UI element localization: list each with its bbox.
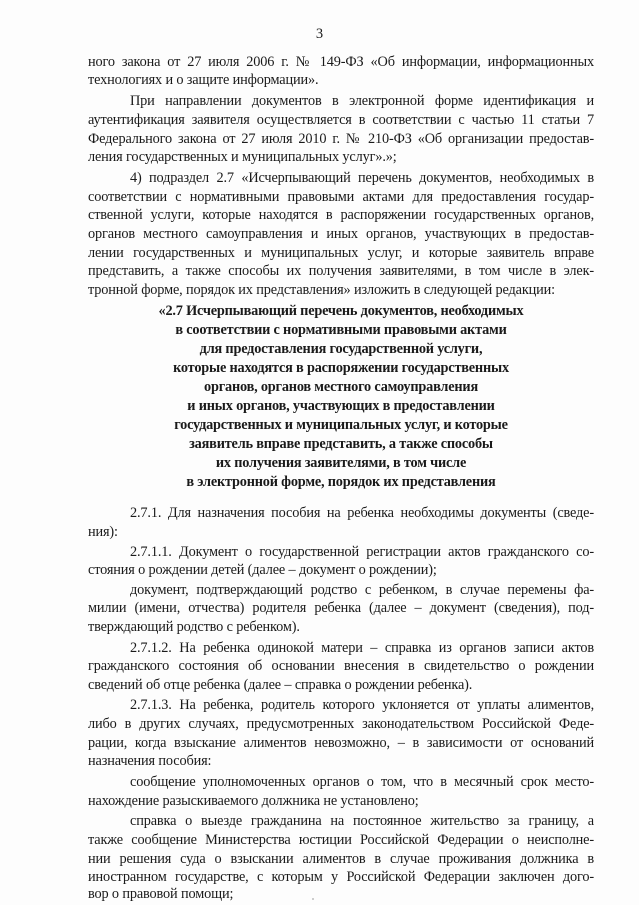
text-line: рации, когда взыскание алиментов невозможно, – в зависимости от оснований: [88, 735, 594, 751]
page-number: 3: [315, 26, 324, 42]
section-heading-line: органов, органов местного самоуправления: [204, 379, 478, 395]
text-line: При направлении документов в электронной форме идентификация и: [130, 93, 594, 109]
text-line: аутентификация заявителя осуществляется в соответствии с частью 11 статьи 7: [88, 112, 594, 128]
section-heading-line: их получения заявителями, в том числе: [215, 455, 467, 471]
section-heading-line: для предоставления государственной услуги,: [199, 341, 483, 357]
text-line: нии решения суда о взыскании алиментов в случае проживания должника в: [88, 851, 594, 867]
section-heading-line: в соответствии с нормативными правовыми актами: [175, 322, 507, 338]
text-line: сообщение уполномоченных органов о том, что в месячный срок место-: [130, 774, 594, 790]
section-heading-line: «2.7 Исчерпывающий перечень документов, необходимых: [158, 303, 524, 319]
text-line: ния):: [88, 524, 118, 540]
section-heading-line: которые находятся в распоряжении государственных: [173, 360, 509, 376]
text-line: 2.7.1.3. На ребенка, родитель которого уклоняется от уплаты алиментов,: [130, 697, 594, 713]
section-heading-line: и иных органов, участвующих в предоставлении: [187, 398, 495, 414]
text-line: сведений об отце ребенка (далее – справка о рождении ребенка).: [88, 677, 473, 693]
text-line: Федерального закона от 27 июля 2010 г. № 210-ФЗ «Об организации предостав-: [88, 131, 594, 147]
text-line: ления государственных и муниципальных услуг».»;: [88, 149, 397, 165]
text-line: нахождение разыскиваемого должника не установлено;: [88, 793, 419, 809]
text-line: назначения пособия:: [88, 753, 212, 769]
text-line: 2.7.1.2. На ребенка одинокой матери – справка из органов записи актов: [130, 640, 594, 656]
text-line: 4) подраздел 2.7 «Исчерпывающий перечень документов, необходимых в: [130, 170, 594, 186]
section-heading-line: в электронной форме, порядок их представления: [186, 474, 496, 490]
text-line: стояния о рождении детей (далее – документ о рождении);: [88, 562, 437, 578]
text-line: тронной форме, порядок их представления» изложить в следующей редакции:: [88, 282, 555, 298]
text-line: гражданского состояния об основании внесения в свидетельство о рождении: [88, 658, 594, 674]
text-line: представить, а также способы их получения заявителями, в том числе в элек-: [88, 263, 594, 279]
text-line: ственной услуги, которые находятся в распоряжении государственных органов,: [88, 207, 594, 223]
text-line: тверждающий родство с ребенком).: [88, 619, 300, 635]
text-line: иностранном государстве, с которым у Российской Федерации заключен дого-: [88, 869, 594, 885]
text-line: органов местного самоуправления и иных органов, участвующих в предостав-: [88, 226, 594, 242]
text-line: милии (имени, отчества) родителя ребенка (далее – документ (сведения), под-: [88, 600, 594, 616]
text-line: лении государственных и муниципальных услуг, и которые заявитель вправе: [88, 245, 594, 261]
section-heading-line: заявитель вправе представить, а также способы: [189, 436, 493, 452]
text-line: 2.7.1. Для назначения пособия на ребенка необходимы документы (сведе-: [130, 505, 594, 521]
text-line: ного закона от 27 июля 2006 г. № 149-ФЗ «Об информации, информационных: [88, 54, 594, 70]
text-line: либо в других случаях, предусмотренных законодательством Российской Феде-: [88, 716, 594, 732]
text-line: 2.7.1.1. Документ о государственной регистрации актов гражданского со-: [130, 544, 594, 560]
text-line: документ, подтверждающий родство с ребенком, в случае перемены фа-: [130, 582, 594, 598]
text-line: справка о выезде гражданина на постоянное жительство за границу, а: [130, 813, 594, 829]
text-line: вор о правовой помощи;: [88, 886, 234, 902]
scan-speck: [312, 898, 314, 900]
text-line: соответствии с нормативными правовыми актами для предоставления государ-: [88, 189, 594, 205]
text-line: также сообщение Министерства юстиции Российской Федерации о неисполне-: [88, 832, 594, 848]
text-line: технологиях и о защите информации».: [88, 72, 319, 88]
section-heading-line: государственных и муниципальных услуг, и которые: [174, 417, 508, 433]
